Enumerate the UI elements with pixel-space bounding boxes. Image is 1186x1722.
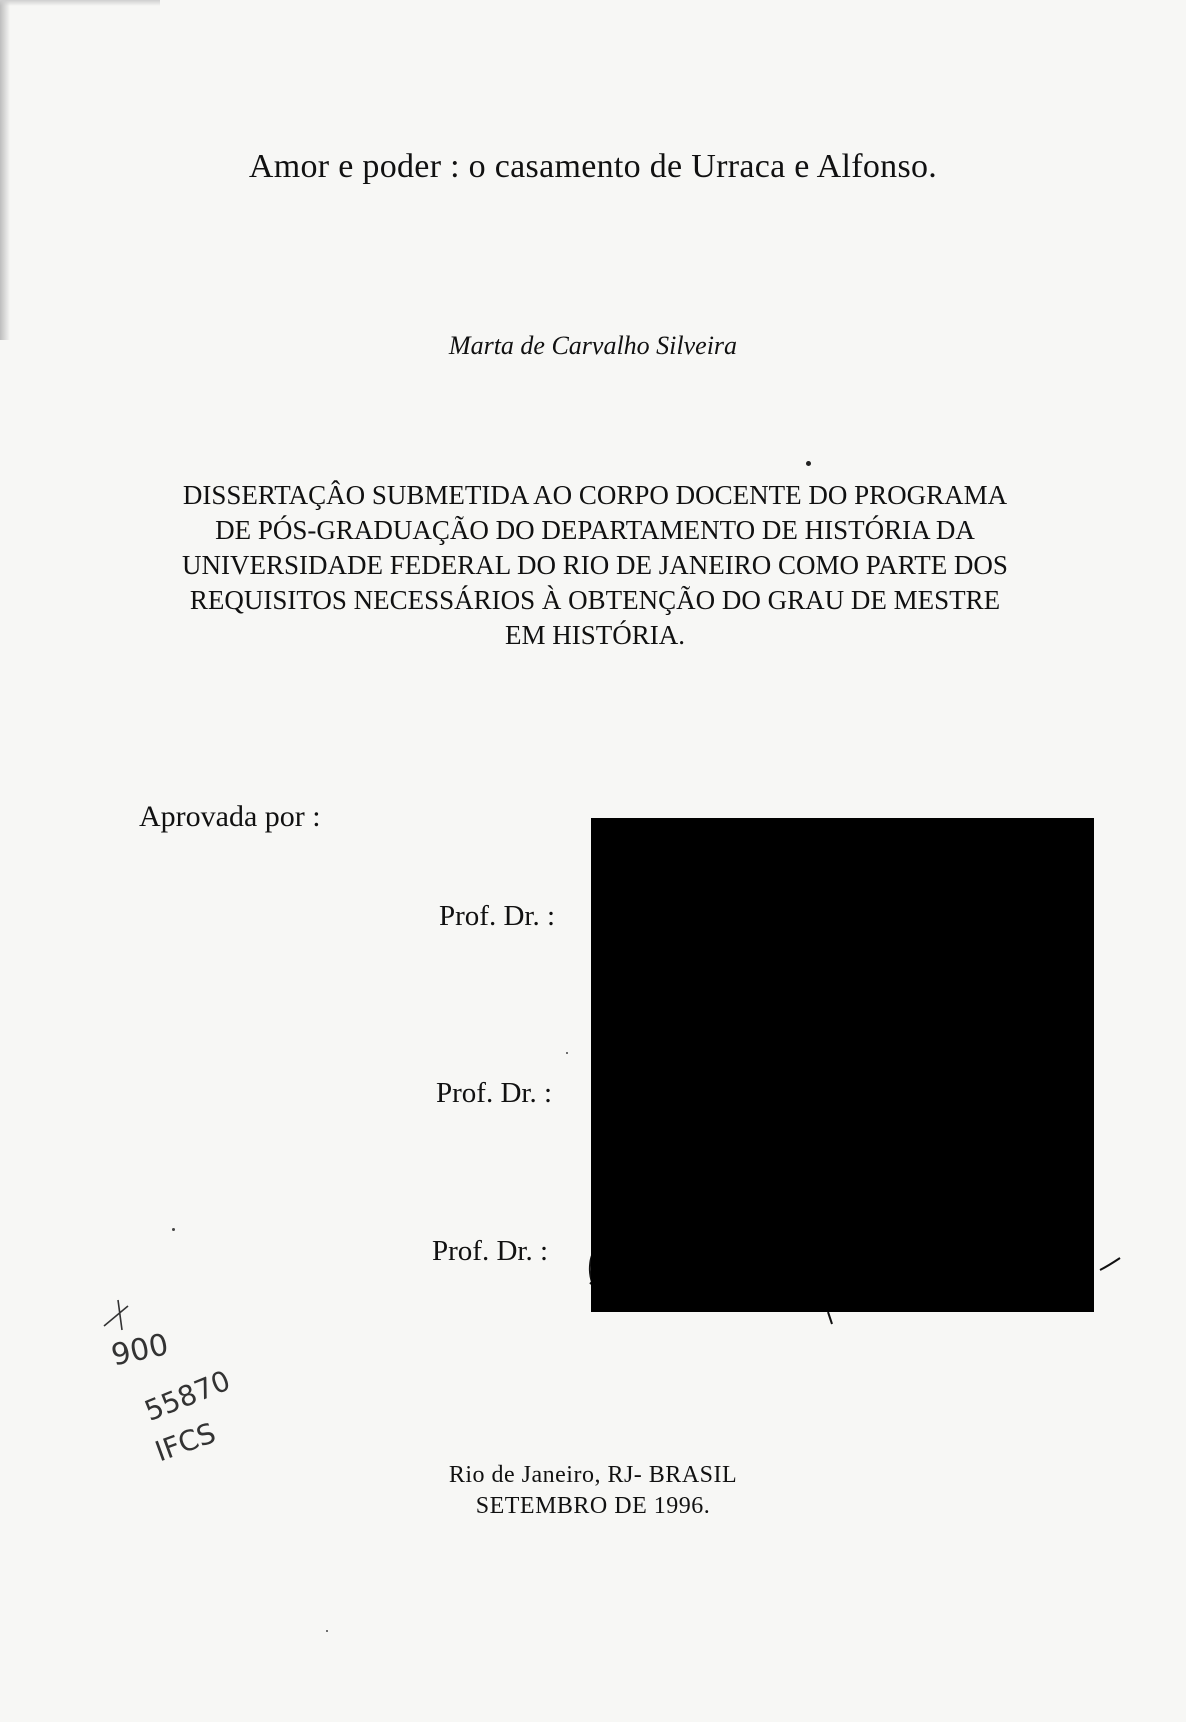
handwritten-institution: IFCS: [150, 1416, 220, 1469]
dissertation-line: REQUISITOS NECESSÁRIOS À OBTENÇÃO DO GRAU DE MESTRE: [189, 585, 1001, 615]
footer-date: SETEMBRO DE 1996.: [475, 1493, 711, 1519]
speck: [326, 1630, 328, 1632]
page-corner-shadow: [0, 0, 160, 6]
document-title: Amor e poder : o casamento de Urraca e Alfonso.: [248, 148, 938, 185]
handwritten-note: [90, 1290, 320, 1480]
author-name: Marta de Carvalho Silveira: [448, 331, 738, 360]
footer: [0, 1460, 1186, 1522]
ink-dot: [806, 461, 811, 466]
examiner-2-label: Prof. Dr. :: [436, 1077, 552, 1109]
dissertation-statement: [140, 478, 1050, 653]
dissertation-line: EM HISTÓRIA.: [505, 620, 685, 650]
handwritten-number-1: 900: [108, 1327, 172, 1374]
approval-label: Aprovada por :: [139, 800, 321, 833]
redaction-box: [591, 818, 1094, 1312]
speck: [172, 1228, 175, 1231]
examiner-1-label: Prof. Dr. :: [439, 900, 555, 932]
handwritten-number-2: 55870: [139, 1363, 235, 1428]
dissertation-line: DE PÓS-GRADUAÇÃO DO DEPARTAMENTO DE HISTÓRIA DA: [215, 515, 975, 545]
dissertation-line: UNIVERSIDADE FEDERAL DO RIO DE JANEIRO COMO PARTE DOS: [182, 550, 1008, 580]
dissertation-line: DISSERTAÇÂO SUBMETIDA AO CORPO DOCENTE DO PROGRAMA: [182, 480, 1008, 510]
footer-place: Rio de Janeiro, RJ- BRASIL: [448, 1462, 738, 1488]
speck: [566, 1052, 568, 1054]
examiner-3-label: Prof. Dr. :: [432, 1235, 548, 1267]
